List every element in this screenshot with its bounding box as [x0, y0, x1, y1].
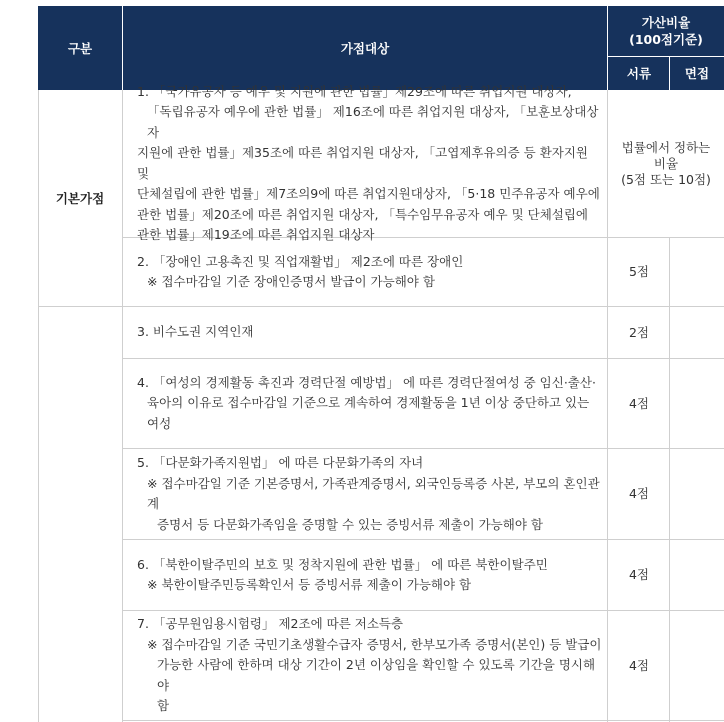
row-1-text: 1. 「국가유공자 등 예우 및 지원에 관한 법률」제29조에 따른 취업지원 대상자, 「독립유공자 예우에 관한 법률」 제16조에 따른 취업지원 대상자, 「보훈보상대상자 지원에 관한 법률」제35조에 따른 취업지원 대상자, 「고엽제후유의증 등 환자지원 및 단체설립에 관한 법률」제7조의9에 따른 취업지원대상자, 「5·18 민주유공자 예우에 관한 법률」제20조에 따른 취업지원 대상자, 「특수임무유공자 예우 및 단체설립에 관한 법률」제19조에 따른 취업지원 대상자	[137, 83, 600, 242]
header-target	[122, 6, 608, 90]
row-2-target	[137, 238, 603, 306]
category-cell-basic	[38, 90, 122, 306]
row-4-target	[137, 359, 603, 448]
header-interview-label: 면접	[684, 65, 710, 81]
header-ratio-line1: 가산비율	[641, 15, 691, 30]
row-6-target	[137, 540, 603, 610]
header-target-label: 가점대상	[340, 40, 390, 56]
row-6-text: 6. 「북한이탈주민의 보호 및 정착지원에 관한 법률」 에 따른 북한이탈주민 ※ 북한이탈주민등록확인서 등 증빙서류 제출이 가능해야 함	[137, 556, 548, 592]
header-divider-v1	[122, 6, 123, 90]
header-divider-v3	[669, 56, 670, 90]
row-1-target	[137, 83, 603, 242]
row-1-score: 법률에서 정하는 비율 (5점 또는 10점)	[621, 139, 711, 187]
header-ratio	[608, 6, 724, 56]
row-5-text: 5. 「다문화가족지원법」 에 따른 다문화가족의 자녀 ※ 접수마감일 기준 기본증명서, 가족관계증명서, 외국인등록증 사본, 부모의 혼인관계 증명서 등 다문화가족임을 증명할 수 있는 증빙서류 제출이 가능해야 함	[137, 455, 600, 532]
header-category-label: 구분	[67, 40, 93, 56]
row-5-score: 4점	[628, 486, 650, 501]
row-7-score: 4점	[628, 657, 650, 673]
header-document	[608, 56, 670, 90]
header-divider-h	[608, 56, 724, 57]
row-3-target	[137, 307, 603, 358]
header-document-label: 서류	[626, 65, 652, 81]
header-divider-v2	[607, 6, 608, 90]
row-3-text: 3. 비수도권 지역인재	[137, 324, 254, 340]
row-4-text: 4. 「여성의 경제활동 촉진과 경력단절 예방법」 에 따른 경력단절여성 중 임신·출산· 육아의 이유로 접수마감일 기준으로 계속하여 경제활동을 1년 이상 중단하고 있는 여성	[137, 374, 596, 431]
header-ratio-line2: (100점기준)	[629, 32, 703, 47]
row-2-text: 2. 「장애인 고용촉진 및 직업재활법」 제2조에 따른 장애인 ※ 접수마감일 기준 장애인증명서 발급이 가능해야 함	[137, 253, 464, 289]
row-7-target	[137, 611, 603, 720]
header-category	[38, 6, 122, 90]
row-7-text: 7. 「공무원임용시험령」 제2조에 따른 저소득층 ※ 접수마감일 기준 국민기초생활수급자 증명서, 한부모가족 증명서(본인) 등 발급이 가능한 사람에 한하며 대상 기간이 2년 이상임을 확인할 수 있도록 기간을 명시해야 함	[137, 616, 602, 714]
row-6-score: 4점	[628, 567, 650, 582]
grid-h-row7	[122, 720, 724, 721]
grid-v-category	[122, 90, 123, 722]
header-interview	[670, 56, 724, 90]
row-5-target	[137, 449, 603, 539]
row-2-score: 5점	[628, 264, 650, 279]
row-3-score: 2점	[628, 324, 650, 340]
category-basic-label: 기본가점	[55, 191, 105, 206]
row-4-score: 4점	[628, 395, 650, 411]
